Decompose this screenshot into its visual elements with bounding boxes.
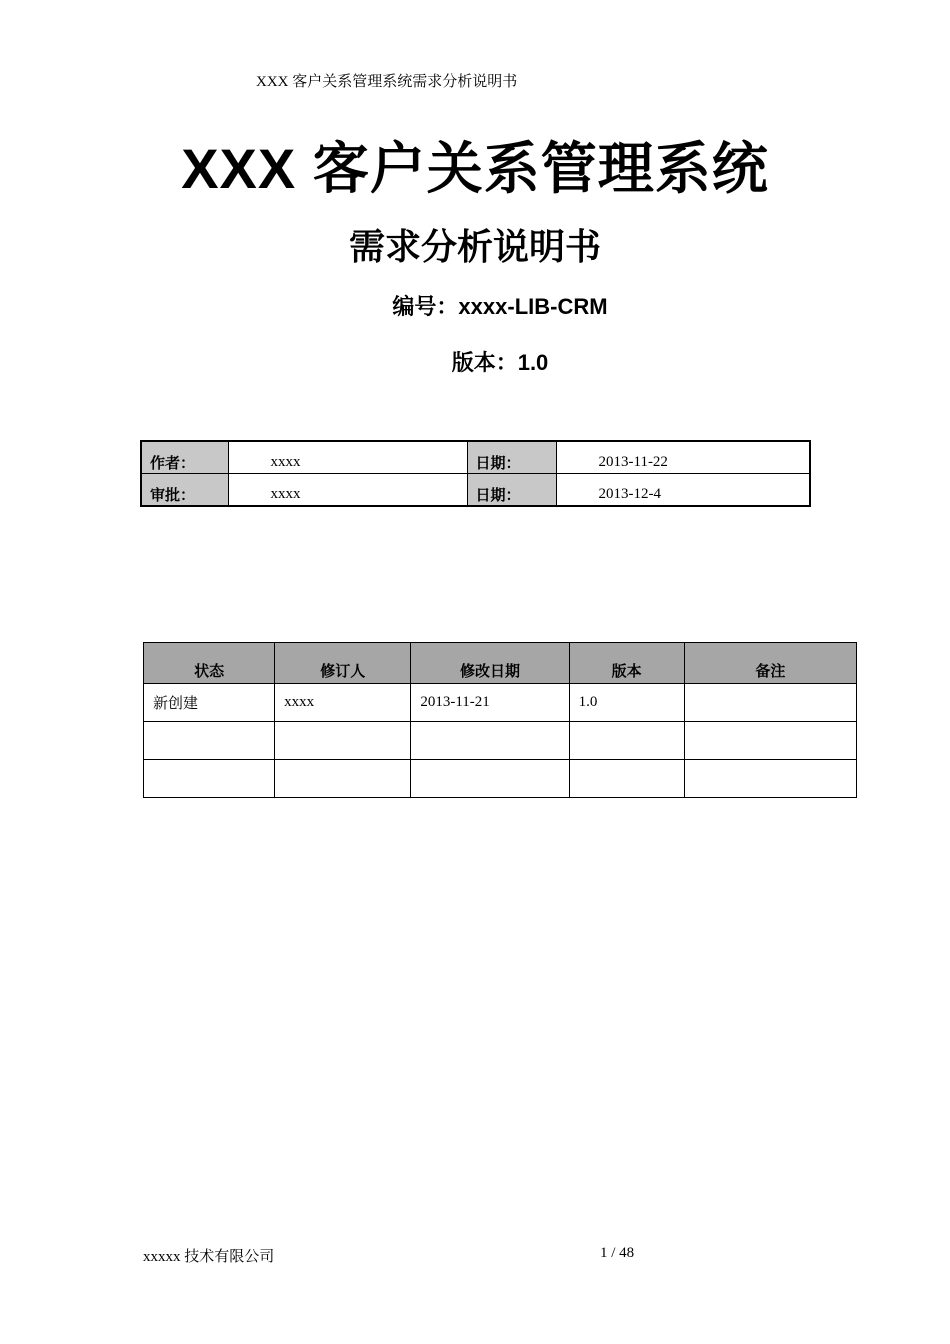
column-header-date: 修改日期 [411, 643, 569, 684]
table-cell: 1.0 [569, 684, 684, 722]
approver-label: 审批： [141, 474, 228, 507]
info-row-author [141, 441, 810, 474]
table-cell [684, 722, 856, 760]
page-number: 1 / 48 [600, 1245, 635, 1261]
page-header: XXX 客户关系管理系统需求分析说明书 [256, 74, 518, 90]
author-label: 作者： [141, 441, 228, 474]
table-cell [144, 722, 275, 760]
approver-value: xxxx [228, 474, 467, 507]
table-cell: xxxx [275, 684, 411, 722]
author-value: xxxx [228, 441, 467, 474]
table-cell [411, 760, 569, 798]
column-header-reviser: 修订人 [275, 643, 411, 684]
table-cell [569, 722, 684, 760]
table-cell [569, 760, 684, 798]
document-subtitle: 需求分析说明书 [348, 226, 601, 267]
info-table [140, 440, 811, 507]
table-cell: 新创建 [144, 684, 275, 722]
column-header-status: 状态 [144, 643, 275, 684]
table-cell: 2013-11-21 [411, 684, 569, 722]
revision-header-row [144, 643, 857, 684]
approver-date-value: 2013-12-4 [556, 474, 810, 507]
column-header-notes: 备注 [684, 643, 856, 684]
document-version: 版本：1.0 [451, 350, 549, 375]
table-cell [684, 684, 856, 722]
revision-table [143, 642, 857, 798]
document-title: XXX 客户关系管理系统 [181, 137, 769, 200]
table-cell [275, 722, 411, 760]
info-row-approver [141, 474, 810, 507]
document-number: 编号：xxxx-LIB-CRM [392, 294, 608, 319]
author-date-value: 2013-11-22 [556, 441, 810, 474]
table-cell [684, 760, 856, 798]
column-header-version: 版本 [569, 643, 684, 684]
approver-date-label: 日期： [467, 474, 556, 507]
author-date-label: 日期： [467, 441, 556, 474]
footer-company: xxxxx 技术有限公司 [143, 1249, 275, 1265]
table-cell [144, 760, 275, 798]
table-cell [411, 722, 569, 760]
table-row [144, 684, 857, 722]
table-cell [275, 760, 411, 798]
table-row [144, 760, 857, 798]
table-row [144, 722, 857, 760]
